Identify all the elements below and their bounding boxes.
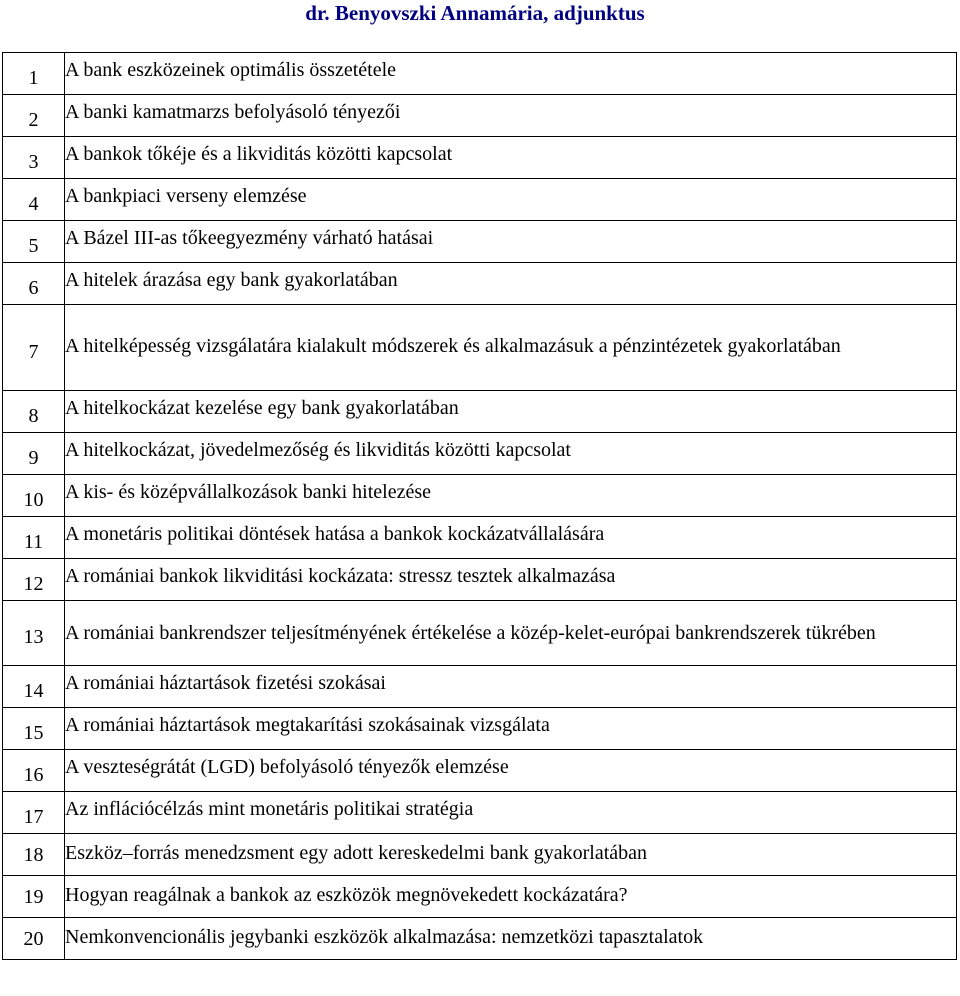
topic-number: 3: [28, 150, 39, 173]
topic-title: A romániai háztartások fizetési szokásai: [65, 671, 386, 694]
topic-title: A bankpiaci verseny elemzése: [65, 184, 307, 207]
topic-number: 1: [28, 66, 39, 89]
topic-title: A kis- és középvállalkozások banki hitelezése: [65, 480, 431, 503]
table-row: [3, 918, 957, 960]
topic-title: A Bázel III-as tőkeegyezmény várható hatásai: [65, 226, 434, 249]
topic-number-cell: [3, 517, 65, 559]
topic-number-cell: [3, 137, 65, 179]
topic-number: 10: [23, 488, 44, 511]
topic-number-cell: [3, 263, 65, 305]
table-row: [3, 666, 957, 708]
topic-title-cell: [65, 475, 957, 517]
topic-title: A hitelek árazása egy bank gyakorlatában: [65, 268, 398, 291]
topic-title: A hitelképesség vizsgálatára kialakult módszerek és alkalmazásuk a pénzintézetek gyakorlatában: [65, 334, 841, 357]
topic-number-cell: [3, 601, 65, 666]
topic-title-cell: [65, 137, 957, 179]
topic-title: A hitelkockázat kezelése egy bank gyakorlatában: [65, 396, 459, 419]
table-row: [3, 137, 957, 179]
topic-number-cell: [3, 559, 65, 601]
topic-number-cell: [3, 221, 65, 263]
topic-number: 6: [28, 276, 39, 299]
table-row: [3, 708, 957, 750]
topic-number: 11: [23, 530, 44, 553]
topic-title-cell: [65, 876, 957, 918]
topic-title: A bankok tőkéje és a likviditás közötti kapcsolat: [65, 142, 453, 165]
topic-number-cell: [3, 475, 65, 517]
table-row: [3, 475, 957, 517]
table-row: [3, 433, 957, 475]
topic-title-cell: [65, 601, 957, 666]
topic-title-cell: [65, 792, 957, 834]
topic-title: Eszköz–forrás menedzsment egy adott kereskedelmi bank gyakorlatában: [65, 841, 648, 864]
topic-number-cell: [3, 876, 65, 918]
topic-title: A banki kamatmarzs befolyásoló tényezői: [65, 100, 401, 123]
table-row: [3, 792, 957, 834]
topic-number: 18: [23, 843, 44, 866]
topic-title: A bank eszközeinek optimális összetétele: [65, 58, 397, 81]
topic-title-cell: [65, 517, 957, 559]
topic-title: Nemkonvencionális jegybanki eszközök alkalmazása: nemzetközi tapasztalatok: [65, 925, 704, 948]
topic-title: A veszteségrátát (LGD) befolyásoló tényezők elemzése: [65, 755, 509, 778]
topic-title-cell: [65, 750, 957, 792]
table-row: [3, 95, 957, 137]
topic-title-cell: [65, 559, 957, 601]
topic-number-cell: [3, 179, 65, 221]
topic-number: 14: [23, 679, 44, 702]
topic-number: 17: [23, 805, 44, 828]
table-row: [3, 305, 957, 391]
topic-title: A monetáris politikai döntések hatása a bankok kockázatvállalására: [65, 522, 605, 545]
topic-title-cell: [65, 666, 957, 708]
topic-title: Az inflációcélzás mint monetáris politikai stratégia: [65, 797, 474, 820]
table-row: [3, 391, 957, 433]
topic-number-cell: [3, 792, 65, 834]
topic-title-cell: [65, 433, 957, 475]
topic-title-cell: [65, 263, 957, 305]
topic-number-cell: [3, 918, 65, 960]
table-row: [3, 263, 957, 305]
table-row: [3, 601, 957, 666]
topic-number-cell: [3, 305, 65, 391]
topic-title-cell: [65, 708, 957, 750]
topic-number-cell: [3, 95, 65, 137]
topic-number-cell: [3, 391, 65, 433]
topic-title-cell: [65, 95, 957, 137]
thesis-topics-table: [2, 52, 957, 960]
topic-number: 16: [23, 763, 44, 786]
topic-title-cell: [65, 221, 957, 263]
topic-title-cell: [65, 179, 957, 221]
page-title: dr. Benyovszki Annamária, adjunktus: [305, 1, 645, 25]
topic-number: 13: [23, 626, 44, 648]
topic-number: 15: [23, 721, 44, 744]
topic-number: 4: [28, 192, 39, 215]
topic-title: A hitelkockázat, jövedelmezőség és likviditás közötti kapcsolat: [65, 438, 571, 461]
topic-title: A romániai bankrendszer teljesítményének értékelése a közép-kelet-európai bankrendszerek tükrében: [65, 622, 876, 644]
topic-title-cell: [65, 391, 957, 433]
table-row: [3, 179, 957, 221]
table-row: [3, 53, 957, 95]
topic-number: 8: [28, 404, 39, 427]
topic-title: A romániai háztartások megtakarítási szokásainak vizsgálata: [65, 713, 550, 736]
topic-title-cell: [65, 834, 957, 876]
topic-number: 19: [23, 885, 44, 908]
table-row: [3, 834, 957, 876]
topic-number: 9: [28, 446, 39, 469]
topic-title-cell: [65, 918, 957, 960]
topic-number: 5: [28, 234, 39, 257]
topic-title: A romániai bankok likviditási kockázata: stressz tesztek alkalmazása: [65, 564, 616, 587]
topic-title-cell: [65, 53, 957, 95]
topic-number-cell: [3, 750, 65, 792]
topic-number: 20: [23, 927, 44, 950]
topic-number: 12: [23, 572, 44, 595]
table-row: [3, 559, 957, 601]
topic-number-cell: [3, 433, 65, 475]
table-row: [3, 876, 957, 918]
table-row: [3, 517, 957, 559]
table-row: [3, 750, 957, 792]
topic-title: Hogyan reagálnak a bankok az eszközök megnövekedett kockázatára?: [65, 883, 628, 906]
table-row: [3, 221, 957, 263]
topic-number-cell: [3, 708, 65, 750]
topic-number-cell: [3, 53, 65, 95]
topic-number: 2: [28, 108, 39, 131]
topic-title-cell: [65, 305, 957, 391]
topic-number-cell: [3, 834, 65, 876]
topic-number-cell: [3, 666, 65, 708]
topic-number: 7: [28, 340, 39, 363]
